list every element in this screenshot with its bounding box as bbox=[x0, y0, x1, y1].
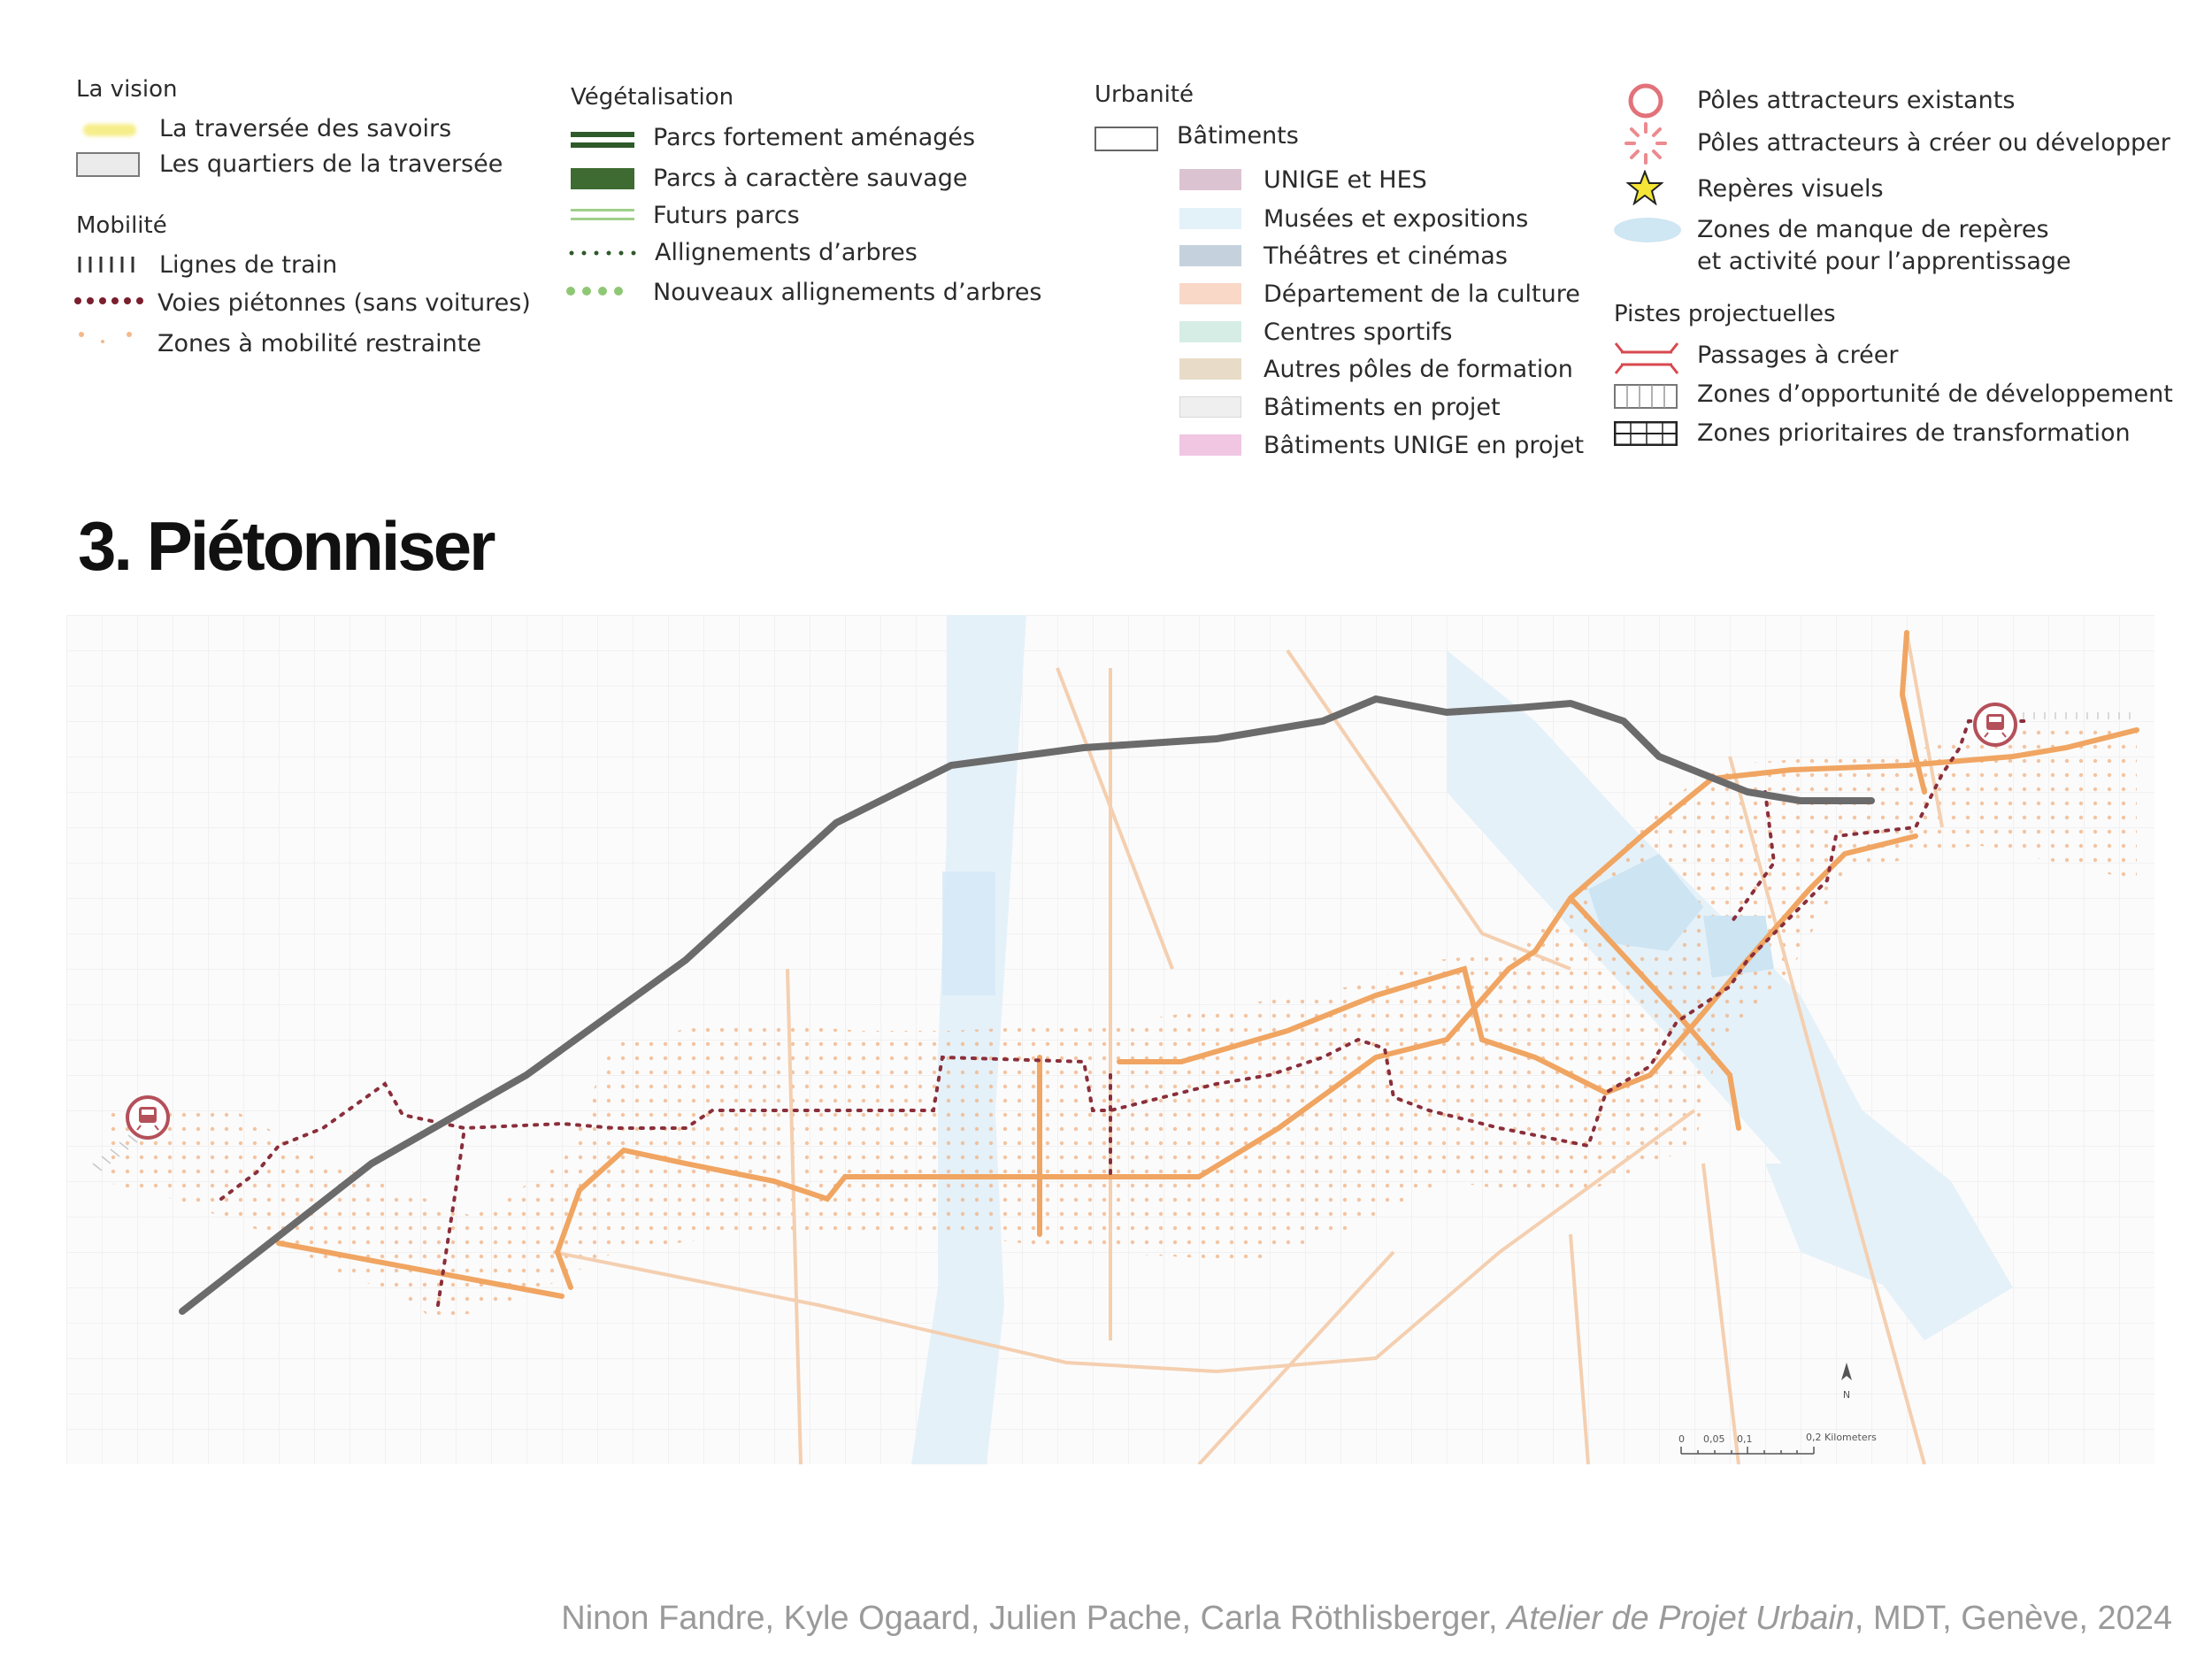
legend-item-futurs-parcs: Futurs parcs bbox=[653, 202, 800, 229]
legend-title-vision: La vision bbox=[76, 76, 178, 103]
legend-item-batiments: Bâtiments bbox=[1177, 122, 1299, 150]
legend-title-mobilite: Mobilité bbox=[76, 212, 167, 239]
pole-a-creer-icon bbox=[1623, 120, 1669, 166]
legend-item-unige-projet: Bâtiments UNIGE en projet bbox=[1263, 432, 1585, 459]
culture-swatch bbox=[1179, 283, 1241, 304]
theatres-swatch bbox=[1179, 245, 1241, 266]
train-station-icon bbox=[127, 1097, 168, 1138]
legend-item-musees: Musées et expositions bbox=[1263, 205, 1529, 233]
legend-item-unige: UNIGE et HES bbox=[1263, 166, 1427, 194]
legend-item-sport: Centres sportifs bbox=[1263, 319, 1453, 346]
legend-item-parcs-amenages: Parcs fortement aménagés bbox=[653, 124, 976, 151]
unige-swatch bbox=[1179, 169, 1241, 190]
pedestrian-path-icon bbox=[73, 294, 143, 308]
credit-work: Atelier de Projet Urbain bbox=[1507, 1600, 1855, 1637]
legend-item-traversee: La traversée des savoirs bbox=[159, 115, 452, 142]
map-canvas bbox=[66, 615, 2154, 1464]
legend-item-formation: Autres pôles de formation bbox=[1263, 356, 1573, 383]
parc-amenage-icon bbox=[571, 130, 634, 151]
restricted-zone-icon bbox=[76, 329, 138, 349]
sport-swatch bbox=[1179, 321, 1241, 342]
page-title: 3. Piétonniser bbox=[78, 507, 494, 585]
pole-existant-icon bbox=[1626, 81, 1665, 120]
passage-icon bbox=[1614, 340, 1679, 377]
north-label: N bbox=[1842, 1389, 1851, 1401]
legend-item-pole-existant: Pôles attracteurs existants bbox=[1697, 87, 2016, 114]
legend-item-opportunite: Zones d’opportunité de développement bbox=[1697, 380, 2173, 408]
credit-rest: , MDT, Genève, 2024 bbox=[1854, 1600, 2172, 1637]
legend-item-nouveaux-allignements: Nouveaux allignements d’arbres bbox=[653, 279, 1042, 306]
opportunity-zone-icon bbox=[1614, 384, 1678, 409]
star-icon bbox=[1626, 170, 1663, 205]
zone-manque-highlight bbox=[942, 872, 995, 995]
legend-title-pistes: Pistes projectuelles bbox=[1614, 301, 1836, 327]
priority-zone-icon bbox=[1614, 421, 1678, 446]
new-tree-alignment-icon bbox=[565, 285, 635, 297]
legend-item-zones-manque-2: et activité pour l’apprentissage bbox=[1697, 248, 2071, 275]
train-station-east-icon bbox=[1975, 704, 2016, 745]
batiments-swatch bbox=[1094, 127, 1158, 151]
scale-label-02: 0,2 Kilometers bbox=[1806, 1432, 1877, 1443]
legend-item-projet: Bâtiments en projet bbox=[1263, 394, 1501, 421]
legend-item-zones-manque: Zones de manque de repères bbox=[1697, 216, 2049, 243]
projet-swatch bbox=[1179, 396, 1241, 418]
legend-item-reperes: Repères visuels bbox=[1697, 175, 1884, 203]
formation-swatch bbox=[1179, 358, 1241, 380]
scale-label-005: 0,05 bbox=[1703, 1433, 1725, 1445]
legend-item-passages: Passages à créer bbox=[1697, 342, 1899, 369]
legend-item-prioritaires: Zones prioritaires de transformation bbox=[1697, 419, 2131, 447]
musees-swatch bbox=[1179, 208, 1241, 229]
legend-title-vegetalisation: Végétalisation bbox=[571, 84, 734, 111]
legend-item-train: Lignes de train bbox=[159, 251, 338, 279]
vision-quartiers-swatch bbox=[76, 152, 140, 177]
credit-authors: Ninon Fandre, Kyle Ogaard, Julien Pache, Carla Röthlisberger, bbox=[561, 1600, 1508, 1637]
legend-title-urbanite: Urbanité bbox=[1094, 81, 1194, 108]
legend-item-theatres: Théâtres et cinémas bbox=[1263, 242, 1508, 270]
scale-label-01: 0,1 bbox=[1737, 1433, 1753, 1445]
legend-item-pole-a-creer: Pôles attracteurs à créer ou développer bbox=[1697, 129, 2170, 157]
vision-traversee-swatch bbox=[83, 124, 136, 136]
legend-item-quartiers: Les quartiers de la traversée bbox=[159, 150, 503, 178]
zone-manque-swatch bbox=[1614, 218, 1681, 242]
tree-alignment-icon bbox=[566, 248, 637, 258]
scale-label-0: 0 bbox=[1678, 1433, 1685, 1445]
parc-sauvage-swatch bbox=[571, 168, 634, 189]
credit-line bbox=[561, 1600, 2172, 1638]
legend-item-restreinte: Zones à mobilité restrainte bbox=[157, 330, 481, 357]
unige-projet-swatch bbox=[1179, 434, 1241, 456]
futur-parc-icon bbox=[571, 207, 634, 223]
legend-item-allignements: Allignements d’arbres bbox=[655, 239, 918, 266]
legend-item-pietonnes: Voies piétonnes (sans voitures) bbox=[157, 289, 531, 317]
legend-item-parcs-sauvages: Parcs à caractère sauvage bbox=[653, 165, 968, 192]
legend-item-culture: Département de la culture bbox=[1263, 280, 1580, 308]
train-line-icon bbox=[76, 255, 140, 274]
